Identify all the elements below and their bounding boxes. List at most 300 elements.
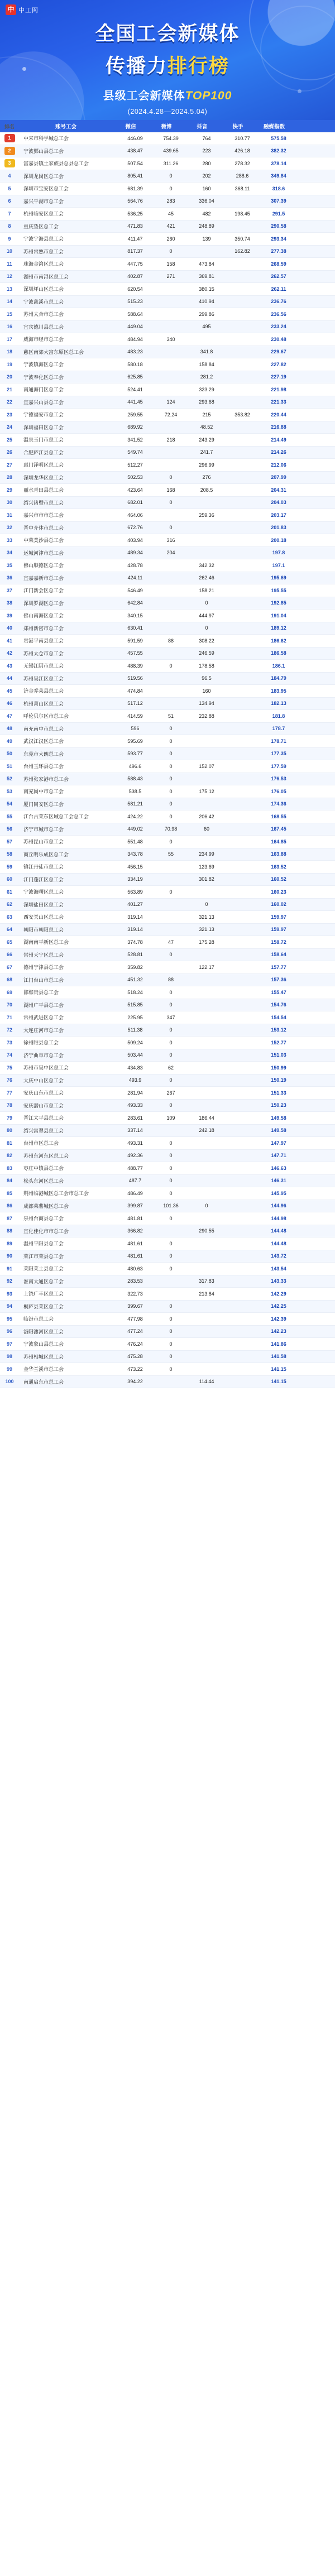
poster-header bbox=[0, 0, 335, 120]
cell-index: 195.69 bbox=[271, 575, 286, 581]
cell-union-name: 镇江丹徒市总工会 bbox=[23, 864, 64, 870]
cell-douyin: 223 bbox=[202, 148, 211, 154]
cell-wechat: 438.47 bbox=[127, 148, 143, 154]
cell-wechat: 805.41 bbox=[127, 173, 143, 179]
cell-wechat: 374.78 bbox=[127, 939, 143, 945]
cell-douyin: 134.94 bbox=[199, 701, 214, 707]
cell-index: 141.58 bbox=[271, 1354, 286, 1360]
cell-kuaishou: 350.74 bbox=[234, 236, 250, 242]
cell-wechat: 319.14 bbox=[127, 914, 143, 920]
cell-rank: 70 bbox=[6, 1002, 12, 1008]
cell-weibo: 0 bbox=[169, 1190, 173, 1196]
column-header-wechat: 微信 bbox=[125, 124, 136, 130]
cell-rank: 77 bbox=[6, 1090, 12, 1096]
cell-union-name: 商丘明乐成区总工会 bbox=[23, 851, 69, 857]
cell-rank: 74 bbox=[6, 1052, 12, 1058]
cell-index: 147.71 bbox=[271, 1153, 286, 1159]
cell-union-name: 湖州市南浔区总工会 bbox=[23, 274, 69, 280]
table-row bbox=[0, 798, 335, 811]
cell-rank: 83 bbox=[6, 1165, 12, 1171]
cell-rank: 56 bbox=[6, 826, 12, 832]
cell-union-name: 苏州昆山市总工会 bbox=[23, 839, 64, 845]
cell-weibo: 0 bbox=[169, 1039, 173, 1045]
cell-union-name: 江门新会区总工会 bbox=[23, 588, 64, 594]
cell-wechat: 477.98 bbox=[127, 1316, 143, 1322]
cell-union-name: 宁波镇海区总工会 bbox=[23, 362, 64, 368]
cell-weibo: 0 bbox=[169, 1303, 173, 1309]
cell-union-name: 济金乔莱县总工会 bbox=[23, 688, 64, 694]
cell-index: 142.29 bbox=[271, 1291, 286, 1297]
cell-index: 349.84 bbox=[271, 173, 286, 179]
cell-rank: 35 bbox=[6, 562, 12, 568]
cell-union-name: 郑州新密市总工会 bbox=[23, 625, 64, 631]
table-row bbox=[0, 698, 335, 711]
cell-union-name: 苏州张家港市总工会 bbox=[23, 776, 69, 782]
cell-union-name: 深圳龙岗区总工会 bbox=[23, 173, 64, 179]
cell-union-name: 厦门同安区总工会 bbox=[23, 801, 64, 807]
cell-index: 143.33 bbox=[271, 1278, 286, 1284]
cell-wechat: 402.87 bbox=[127, 274, 143, 280]
table-row bbox=[0, 447, 335, 459]
cell-union-name: 深圳盐田区总工会 bbox=[23, 901, 64, 908]
cell-union-name: 绍兴富翠县总工会 bbox=[23, 1128, 64, 1134]
cell-rank: 52 bbox=[6, 776, 12, 782]
cell-wechat: 474.84 bbox=[127, 688, 143, 694]
cell-union-name: 苏州吴江区总工会 bbox=[23, 675, 64, 682]
footer-spacer bbox=[0, 1388, 335, 1394]
table-row bbox=[0, 1301, 335, 1313]
table-row bbox=[0, 208, 335, 220]
cell-douyin: 122.17 bbox=[199, 964, 214, 970]
table-row bbox=[0, 220, 335, 233]
cell-union-name: 宜化佳化市市总工会 bbox=[23, 1228, 69, 1234]
table-row bbox=[0, 296, 335, 309]
cell-union-name: 湖南南平新区总工会 bbox=[23, 939, 69, 946]
cell-douyin: 234.99 bbox=[199, 851, 214, 857]
cell-rank: 45 bbox=[6, 688, 12, 694]
cell-rank: 85 bbox=[6, 1190, 12, 1196]
table-row bbox=[0, 986, 335, 999]
cell-weibo: 260 bbox=[166, 236, 175, 242]
cell-weibo: 340 bbox=[166, 336, 175, 342]
cell-union-name: 晋中介休市总工会 bbox=[23, 525, 64, 531]
cell-union-name: 南充南中市总工会 bbox=[23, 726, 64, 732]
cell-douyin: 321.13 bbox=[199, 914, 214, 920]
cell-weibo: 0 bbox=[169, 525, 173, 531]
cell-union-name: 南充阆中市总工会 bbox=[23, 789, 64, 795]
cell-wechat: 512.27 bbox=[127, 462, 143, 468]
table-row bbox=[0, 1250, 335, 1263]
cell-wechat: 483.23 bbox=[127, 349, 143, 355]
cell-wechat: 471.83 bbox=[127, 223, 143, 229]
cell-wechat: 359.82 bbox=[127, 964, 143, 970]
cell-rank: 95 bbox=[6, 1316, 12, 1322]
table-row bbox=[0, 1024, 335, 1037]
cell-index: 382.32 bbox=[271, 148, 286, 154]
cell-douyin: 262.46 bbox=[199, 575, 214, 581]
cell-weibo: 88 bbox=[168, 637, 174, 644]
cell-rank: 87 bbox=[6, 1215, 12, 1221]
cell-douyin: 764 bbox=[202, 135, 211, 141]
cell-index: 277.38 bbox=[271, 248, 286, 255]
cell-union-name: 南通启东市总工会 bbox=[23, 1379, 64, 1385]
cell-wechat: 580.18 bbox=[127, 361, 143, 367]
cell-index: 177.59 bbox=[271, 763, 286, 769]
cell-wechat: 399.87 bbox=[127, 1203, 143, 1209]
table-row bbox=[0, 459, 335, 472]
cell-rank: 36 bbox=[6, 575, 12, 581]
cell-wechat: 538.5 bbox=[128, 788, 142, 794]
cell-rank: 86 bbox=[6, 1203, 12, 1209]
column-header-weibo: 微博 bbox=[161, 124, 172, 130]
cell-douyin: 317.83 bbox=[199, 1278, 214, 1284]
cell-union-name: 苏州太仓市总工会 bbox=[23, 650, 64, 656]
cell-weibo: 754.39 bbox=[163, 135, 179, 141]
table-row bbox=[0, 899, 335, 912]
cell-union-name: 深圳龙华区总工会 bbox=[23, 474, 64, 481]
cell-rank: 46 bbox=[6, 701, 12, 707]
cell-index: 154.76 bbox=[271, 1002, 286, 1008]
cell-wechat: 319.14 bbox=[127, 927, 143, 933]
table-row bbox=[0, 484, 335, 497]
cell-kuaishou: 162.82 bbox=[234, 248, 250, 255]
table-row bbox=[0, 1037, 335, 1049]
table-row bbox=[0, 861, 335, 874]
cell-union-name: 台州玉环县总工会 bbox=[23, 764, 64, 770]
table-row bbox=[0, 810, 335, 823]
table-row bbox=[0, 949, 335, 962]
cell-union-name: 嘉兴市市市总工会 bbox=[23, 512, 64, 519]
cell-union-name: 大连庄河市总工会 bbox=[23, 1027, 64, 1033]
cell-union-name: 台州市区总工会 bbox=[23, 1140, 59, 1147]
table-row bbox=[0, 874, 335, 886]
cell-wechat: 502.53 bbox=[127, 474, 143, 481]
cell-rank: 38 bbox=[6, 600, 12, 606]
cell-douyin: 160 bbox=[202, 185, 211, 191]
cell-kuaishou: 278.32 bbox=[234, 160, 250, 166]
cell-wechat: 480.63 bbox=[127, 1265, 143, 1272]
cell-union-name: 佛山南海区总工会 bbox=[23, 613, 64, 619]
cell-wechat: 401.27 bbox=[127, 901, 143, 908]
cell-wechat: 591.59 bbox=[127, 637, 143, 644]
cell-index: 221.98 bbox=[271, 386, 286, 392]
cell-union-name: 深圳坪山区总工会 bbox=[23, 286, 64, 292]
cell-wechat: 817.37 bbox=[127, 248, 143, 255]
table-row bbox=[0, 961, 335, 974]
cell-weibo: 0 bbox=[169, 1178, 173, 1184]
cell-union-name: 威海市经市总工会 bbox=[23, 337, 64, 343]
cell-index: 154.54 bbox=[271, 1014, 286, 1020]
cell-douyin: 215 bbox=[202, 411, 211, 418]
poster-subtitle bbox=[0, 87, 335, 103]
cell-rank: 78 bbox=[6, 1102, 12, 1109]
table-row bbox=[0, 647, 335, 660]
cell-rank: 76 bbox=[6, 1077, 12, 1083]
cell-wechat: 441.45 bbox=[127, 399, 143, 405]
cell-index: 158.64 bbox=[271, 952, 286, 958]
cell-rank: 48 bbox=[6, 726, 12, 732]
cell-index: 159.97 bbox=[271, 914, 286, 920]
cell-index: 143.54 bbox=[271, 1265, 286, 1272]
cell-index: 145.95 bbox=[271, 1190, 286, 1196]
cell-wechat: 343.78 bbox=[127, 851, 143, 857]
table-row bbox=[0, 735, 335, 748]
cell-union-name: 洛阳瀍河区总工会 bbox=[23, 1328, 64, 1335]
cell-rank: 90 bbox=[6, 1253, 12, 1259]
cell-index: 216.88 bbox=[271, 424, 286, 430]
cell-weibo: 0 bbox=[169, 751, 173, 757]
cell-union-name: 大庆中山区总工会 bbox=[23, 1077, 64, 1083]
cell-index: 230.48 bbox=[271, 336, 286, 342]
cell-wechat: 283.53 bbox=[127, 1278, 143, 1284]
cell-rank: 55 bbox=[6, 813, 12, 819]
cell-index: 191.04 bbox=[271, 612, 286, 618]
cell-douyin: 241.7 bbox=[200, 449, 213, 455]
cell-union-name: 常州天宁区总工会 bbox=[23, 952, 64, 958]
cell-union-name: 宁波海曙区总工会 bbox=[23, 889, 64, 895]
cell-douyin: 213.84 bbox=[199, 1291, 214, 1297]
table-row bbox=[0, 258, 335, 271]
cell-union-name: 合肥庐江县总工会 bbox=[23, 449, 64, 455]
cell-union-name: 无锡江阴市总工会 bbox=[23, 663, 64, 669]
cell-index: 181.8 bbox=[272, 713, 285, 719]
cell-wechat: 477.24 bbox=[127, 1328, 143, 1335]
cell-weibo: 158 bbox=[166, 261, 175, 267]
cell-rank: 47 bbox=[6, 713, 12, 719]
cell-index: 152.77 bbox=[271, 1039, 286, 1045]
cell-wechat: 511.38 bbox=[127, 1027, 143, 1033]
cell-index: 195.55 bbox=[271, 587, 286, 593]
cell-union-name: 苏州市吴中区总工会 bbox=[23, 1065, 69, 1071]
cell-wechat: 503.44 bbox=[127, 1052, 143, 1058]
cell-weibo: 0 bbox=[169, 663, 173, 669]
cell-rank: 33 bbox=[6, 537, 12, 543]
cell-union-name: 德州宁津县总工会 bbox=[23, 965, 64, 971]
column-header-douyin: 抖音 bbox=[197, 124, 208, 130]
cell-index: 201.83 bbox=[271, 525, 286, 531]
cell-index: 176.05 bbox=[271, 788, 286, 794]
cell-index: 183.95 bbox=[271, 688, 286, 694]
cell-union-name: 深圳市宝安区总工会 bbox=[23, 186, 69, 192]
cell-rank: 17 bbox=[6, 336, 12, 342]
cell-weibo: 0 bbox=[169, 952, 173, 958]
cell-rank: 89 bbox=[6, 1240, 12, 1246]
cell-union-name: 松头东河区总工会 bbox=[23, 1178, 64, 1184]
cell-weibo: 0 bbox=[169, 173, 173, 179]
cell-weibo: 0 bbox=[169, 248, 173, 255]
cell-douyin: 60 bbox=[203, 826, 209, 832]
cell-wechat: 424.22 bbox=[127, 813, 143, 819]
cell-union-name: 丽水青田县总工会 bbox=[23, 487, 64, 493]
cell-weibo: 0 bbox=[169, 1052, 173, 1058]
cell-index: 200.18 bbox=[271, 537, 286, 543]
cell-union-name: 苏州东河东区总工会 bbox=[23, 1153, 69, 1159]
cell-weibo: 124 bbox=[166, 399, 175, 405]
cell-weibo: 0 bbox=[169, 1316, 173, 1322]
cell-rank: 8 bbox=[8, 223, 11, 229]
cell-index: 186.1 bbox=[272, 663, 285, 669]
cell-rank: 66 bbox=[6, 952, 12, 958]
cell-rank: 63 bbox=[6, 914, 12, 920]
cell-rank: 72 bbox=[6, 1027, 12, 1033]
cell-rank: 68 bbox=[6, 977, 12, 983]
cell-wechat: 340.15 bbox=[127, 612, 143, 618]
cell-wechat: 630.41 bbox=[127, 625, 143, 631]
cell-wechat: 447.75 bbox=[127, 261, 143, 267]
cell-wechat: 528.81 bbox=[127, 952, 143, 958]
cell-weibo: 0 bbox=[169, 185, 173, 191]
cell-wechat: 366.82 bbox=[127, 1228, 143, 1234]
table-row bbox=[0, 823, 335, 836]
table-row bbox=[0, 622, 335, 635]
table-row bbox=[0, 1087, 335, 1100]
cell-union-name: 徐州睢县总工会 bbox=[23, 1040, 59, 1046]
cell-rank: 19 bbox=[6, 361, 12, 367]
cell-index: 143.72 bbox=[271, 1253, 286, 1259]
cell-index: 268.59 bbox=[271, 261, 286, 267]
cell-wechat: 423.64 bbox=[127, 487, 143, 493]
cell-union-name: 济宁市城市总工会 bbox=[23, 826, 64, 832]
cell-union-name: 邯郸贵县总工会 bbox=[23, 990, 59, 996]
cell-douyin: 321.13 bbox=[199, 927, 214, 933]
cell-rank: 49 bbox=[6, 738, 12, 744]
cell-weibo: 0 bbox=[169, 889, 173, 895]
cell-weibo: 0 bbox=[169, 738, 173, 744]
table-header-row bbox=[0, 120, 335, 132]
cell-wechat: 457.55 bbox=[127, 650, 143, 656]
cell-union-name: 金华兰溪市总工会 bbox=[23, 1366, 64, 1373]
cell-union-name: 东莞市大朗总工会 bbox=[23, 751, 64, 757]
cell-rank: 15 bbox=[6, 311, 12, 317]
table-row bbox=[0, 1363, 335, 1376]
cell-index: 186.58 bbox=[271, 650, 286, 656]
cell-wechat: 595.69 bbox=[127, 738, 143, 744]
table-row bbox=[0, 1338, 335, 1351]
cell-wechat: 484.94 bbox=[127, 336, 143, 342]
cell-kuaishou: 353.82 bbox=[234, 411, 250, 418]
cell-rank: 97 bbox=[6, 1341, 12, 1347]
cell-rank: 62 bbox=[6, 901, 12, 908]
cell-index: 212.06 bbox=[271, 462, 286, 468]
cell-weibo: 0 bbox=[169, 788, 173, 794]
cell-rank bbox=[0, 159, 19, 167]
cell-index: 144.48 bbox=[271, 1240, 286, 1246]
table-row bbox=[0, 999, 335, 1012]
cell-weibo: 0 bbox=[169, 763, 173, 769]
cell-wechat: 488.39 bbox=[127, 663, 143, 669]
cell-weibo: 0 bbox=[169, 1366, 173, 1372]
cell-wechat: 515.85 bbox=[127, 1002, 143, 1008]
logo-text: 中工网 bbox=[18, 7, 39, 14]
cell-index: 178.7 bbox=[272, 726, 285, 732]
cell-rank: 25 bbox=[6, 436, 12, 443]
cell-union-name: 杭州萧山区总工会 bbox=[23, 701, 64, 707]
cell-index: 178.71 bbox=[271, 738, 286, 744]
cell-wechat: 682.01 bbox=[127, 500, 143, 506]
cell-index: 221.33 bbox=[271, 399, 286, 405]
cell-union-name: 贵港平南县总工会 bbox=[23, 638, 64, 644]
cell-douyin: 495 bbox=[202, 324, 211, 330]
cell-wechat: 517.12 bbox=[127, 701, 143, 707]
table-row bbox=[0, 1313, 335, 1326]
cell-wechat: 488.77 bbox=[127, 1165, 143, 1171]
cell-wechat: 449.02 bbox=[127, 826, 143, 832]
cell-weibo: 421 bbox=[166, 223, 175, 229]
cell-douyin: 208.5 bbox=[200, 487, 213, 493]
cell-rank: 71 bbox=[6, 1014, 12, 1020]
cell-douyin: 48.52 bbox=[200, 424, 213, 430]
cell-index: 227.82 bbox=[271, 361, 286, 367]
cell-rank: 4 bbox=[8, 173, 11, 179]
table-row bbox=[0, 383, 335, 396]
table-row bbox=[0, 1288, 335, 1301]
cell-weibo: 47 bbox=[168, 939, 174, 945]
cell-index: 203.17 bbox=[271, 512, 286, 518]
cell-rank: 53 bbox=[6, 788, 12, 794]
cell-rank: 96 bbox=[6, 1328, 12, 1335]
cell-union-name: 呼伦贝尔区市总工会 bbox=[23, 713, 69, 719]
table-row bbox=[0, 1125, 335, 1138]
table-row bbox=[0, 283, 335, 296]
cell-union-name: 宜宾德川县总工会 bbox=[23, 324, 64, 330]
cell-rank: 41 bbox=[6, 637, 12, 644]
table-row bbox=[0, 497, 335, 510]
cell-union-name: 泉州台商县总工会 bbox=[23, 1216, 64, 1222]
cell-union-name: 常州武进区总工会 bbox=[23, 1015, 64, 1021]
cell-wechat: 596 bbox=[131, 726, 140, 732]
cell-index: 157.36 bbox=[271, 977, 286, 983]
cell-union-name: 莱阳莱土县总工会 bbox=[23, 1266, 64, 1272]
cell-wechat: 449.04 bbox=[127, 324, 143, 330]
cell-kuaishou: 368.11 bbox=[234, 185, 250, 191]
cell-union-name: 深圳罗湖区总工会 bbox=[23, 600, 64, 606]
table-row bbox=[0, 723, 335, 736]
cell-union-name: 宁波鄞山县总工会 bbox=[23, 148, 64, 154]
cell-douyin: 380.15 bbox=[199, 286, 214, 292]
cell-weibo: 0 bbox=[169, 726, 173, 732]
cell-union-name: 惠门泽明区总工会 bbox=[23, 462, 64, 468]
cell-weibo: 0 bbox=[169, 500, 173, 506]
cell-rank: 88 bbox=[6, 1228, 12, 1234]
cell-weibo: 218 bbox=[166, 436, 175, 443]
cell-rank: 42 bbox=[6, 650, 12, 656]
table-row bbox=[0, 246, 335, 258]
cell-union-name: 深圳福田区总工会 bbox=[23, 424, 64, 430]
table-row bbox=[0, 321, 335, 334]
table-row bbox=[0, 936, 335, 949]
cell-douyin: 482 bbox=[202, 210, 211, 217]
cell-union-name: 枣庄中镇县总工会 bbox=[23, 1165, 64, 1172]
cell-rank: 54 bbox=[6, 801, 12, 807]
cell-wechat: 681.39 bbox=[127, 185, 143, 191]
cell-weibo: 311.26 bbox=[163, 160, 179, 166]
table-row bbox=[0, 710, 335, 723]
cell-weibo: 62 bbox=[168, 1064, 174, 1071]
cell-wechat: 322.73 bbox=[127, 1291, 143, 1297]
cell-douyin: 473.84 bbox=[199, 261, 214, 267]
cell-douyin: 246.59 bbox=[199, 650, 214, 656]
table-row bbox=[0, 522, 335, 535]
cell-union-name: 宜嘉嘉新市总工会 bbox=[23, 575, 64, 581]
cell-wechat: 493.9 bbox=[128, 1077, 142, 1083]
table-row bbox=[0, 396, 335, 409]
cell-index: 142.23 bbox=[271, 1328, 286, 1335]
cell-kuaishou: 310.77 bbox=[234, 135, 250, 141]
cell-index: 176.53 bbox=[271, 776, 286, 782]
cell-index: 149.58 bbox=[271, 1128, 286, 1134]
cell-rank: 67 bbox=[6, 964, 12, 970]
cell-weibo: 0 bbox=[169, 776, 173, 782]
